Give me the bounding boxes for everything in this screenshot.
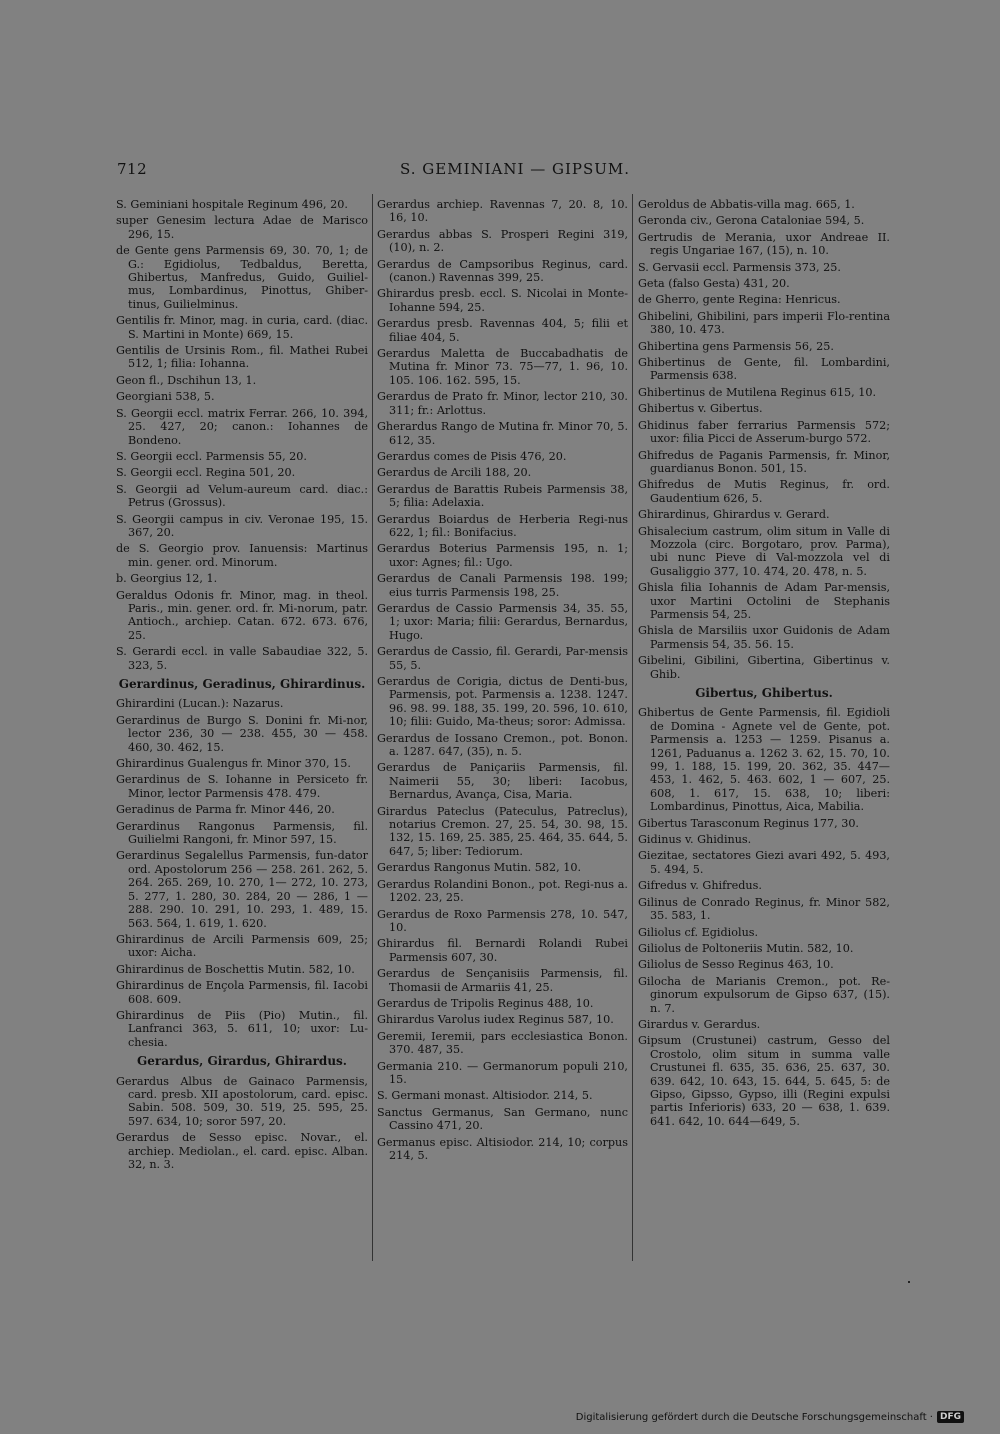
index-entry: Ghirardinus de Arcili Parmensis 609, 25; uxor: Aicha. — [116, 932, 368, 960]
index-entry: Geronda civ., Gerona Cataloniae 594, 5. — [638, 214, 865, 228]
index-entry: Gerardus de Iossano Cremon., pot. Bonon. a. 1287. 647, (35), n. 5. — [377, 731, 628, 759]
running-title: S. GEMINIANI — GIPSUM. — [400, 160, 631, 178]
index-entry: Ghibertinus de Mutilena Reginus 615, 10. — [638, 385, 877, 399]
index-entry: Ghirardinus Gualengus fr. Minor 370, 15. — [116, 757, 351, 771]
index-entry: Germanus episc. Altisiodor. 214, 10; corpus 214, 5. — [377, 1135, 628, 1162]
index-entry: Gertrudis de Merania, uxor Andreae II. regis Ungariae 167, (15), n. 10. — [638, 230, 890, 258]
index-entry: Gerardus de Cassio, fil. Gerardi, Par-mensis 55, 5. — [377, 645, 628, 672]
index-entry: Gerardus Boterius Parmensis 195, n. 1; uxor: Agnes; fil.: Ugo. — [377, 542, 628, 569]
index-entry: Geon fl., Dschihun 13, 1. — [116, 373, 257, 387]
index-column-2 — [377, 198, 628, 1165]
index-entry: Gerardus de Prato fr. Minor, lector 210, 30. 311; fr.: Arlottus. — [377, 390, 628, 417]
index-entry: Gerardus de Sençanisiis Parmensis, fil. Thomasii de Armariis 41, 25. — [377, 967, 628, 994]
index-entry: Geremii, Ieremii, pars ecclesiastica Bonon. 370. 487, 35. — [377, 1029, 628, 1057]
index-entry: super Genesim lectura Adae de Marisco 296, 15. — [116, 214, 368, 241]
index-entry: Gerardus archiep. Ravennas 7, 20. 8, 10. 16, 10. — [377, 198, 628, 225]
index-entry: S. Georgii ad Velum-aureum card. diac.: Petrus (Grossus). — [116, 482, 368, 510]
index-entry: Geta (falso Gesta) 431, 20. — [638, 277, 790, 291]
index-entry: de S. Georgio prov. Ianuensis: Martinus min. gener. ord. Minorum. — [116, 542, 368, 569]
index-entry: Ghirardus fil. Bernardi Rolandi Rubei Parmensis 607, 30. — [377, 937, 628, 964]
index-entry: Gerardus de Sesso episc. Novar., el. archiep. Mediolan., el. card. episc. Alban. 32, n. 3. — [116, 1131, 368, 1171]
index-entry: Ghibertina gens Parmensis 56, 25. — [638, 339, 834, 353]
scan-mark — [908, 1281, 910, 1283]
index-entry: Geraldus Odonis fr. Minor, mag. in theol. Paris., min. gener. ord. fr. Mi-norum, patr. Antioch., archiep. Catan. 672. 673. 676, 25. — [116, 588, 368, 642]
page-number: 712 — [117, 160, 148, 178]
index-entry: S. Georgii eccl. Regina 501, 20. — [116, 466, 296, 480]
index-entry: Gibertus Tarasconum Reginus 177, 30. — [638, 816, 859, 830]
index-entry: Ghibelini, Ghibilini, pars imperii Flo-rentina 380, 10. 473. — [638, 309, 890, 337]
index-entry: Gerardinus de S. Iohanne in Persiceto fr. Minor, lector Parmensis 478. 479. — [116, 773, 368, 800]
index-entry: Giliolus cf. Egidiolus. — [638, 925, 759, 939]
index-entry: Ghifredus de Paganis Parmensis, fr. Minor, guardianus Bonon. 501, 15. — [638, 448, 890, 475]
index-entry: b. Georgius 12, 1. — [116, 572, 218, 586]
index-entry: Gerardus Maletta de Buccabadhatis de Mutina fr. Minor 73. 75—77, 1. 96, 10. 105. 106. 162. 595, 15. — [377, 347, 628, 387]
index-entry: Gerardus de Paniçariis Parmensis, fil. Naimerii 55, 30; liberi: Iacobus, Bernardus, Avança, Cisa, Maria. — [377, 761, 628, 802]
index-entry: Gerardinus Segalellus Parmensis, fun-dator ord. Apostolorum 256 — 258. 261. 262, 5. 264. 265. 269, 10. 270, 1— 272, 10. 273, 5. 277, 1. 280, 30. 284, 20 — 286, 1 — 288. 290. 10. 291, 10. 293, 1. 489, 15. 563. 564, 1. 619, 1. 620. — [116, 849, 368, 930]
index-entry: Gerardus comes de Pisis 476, 20. — [377, 449, 567, 463]
index-entry: Ghibertus de Gente Parmensis, fil. Egidioli de Domina - Agnete vel de Gente, pot. Parmensis a. 1253 — 1259. Pisanus a. 1261, Paduanus a. 1262 3. 62, 15. 70, 10. 99, 1. 188, 15. 199, 20. 362, 35. 447—453, 1. 462, 5. 463. 602, 1 — 607, 25. 608, 1. 617, 15. 638, 10; liberi: Lombardinus, Pinottus, Aica, Mabilia. — [638, 706, 890, 814]
column-divider — [632, 194, 633, 1261]
index-entry: Ghirardus Varolus iudex Reginus 587, 10. — [377, 1013, 614, 1027]
section-heading: Gerardinus, Geradinus, Ghirardinus. — [118, 677, 366, 691]
index-entry: Ghirardinus de Piis (Pio) Mutin., fil. Lanfranci 363, 5. 611, 10; uxor: Lu-chesia. — [116, 1008, 368, 1049]
index-entry: S. Georgii campus in civ. Veronae 195, 15. 367, 20. — [116, 512, 368, 539]
section-heading: Gerardus, Girardus, Ghirardus. — [137, 1054, 347, 1069]
dfg-logo: DFG — [937, 1411, 964, 1423]
index-entry: Gerardus de Arcili 188, 20. — [377, 466, 532, 480]
footer — [576, 1411, 964, 1423]
index-entry: Ghibertus v. Gibertus. — [638, 402, 763, 416]
index-entry: Gerardus de Tripolis Reginus 488, 10. — [377, 996, 594, 1010]
index-entry: S. Georgii eccl. matrix Ferrar. 266, 10. 394, 25. 427, 20; canon.: Iohannes de Bondeno. — [116, 406, 368, 447]
index-entry: Gerardinus de Burgo S. Donini fr. Mi-nor, lector 236, 30 — 238. 455, 30 — 458. 460, 30. 462, 15. — [116, 713, 368, 754]
index-entry: S. Germani monast. Altisiodor. 214, 5. — [377, 1089, 593, 1103]
index-entry: Geroldus de Abbatis-villa mag. 665, 1. — [638, 198, 855, 211]
index-entry: Ghirardinus de Ençola Parmensis, fil. Iacobi 608. 609. — [116, 979, 368, 1006]
index-entry: Girardus Pateclus (Pateculus, Patreclus), notarius Cremon. 27, 25. 54, 30. 98, 15. 132, 15. 169, 25. 385, 25. 464, 35. 644, 5. 647, 5; liber: Tediorum. — [377, 804, 628, 858]
index-column-1 — [116, 198, 368, 1174]
column-divider — [372, 194, 373, 1261]
index-entry: Girardus v. Gerardus. — [638, 1017, 761, 1031]
index-entry: S. Gervasii eccl. Parmensis 373, 25. — [638, 260, 841, 274]
index-entry: Gerardus de Roxo Parmensis 278, 10. 547, 10. — [377, 907, 628, 934]
index-entry: Gerardus Rangonus Mutin. 582, 10. — [377, 861, 582, 875]
index-entry: Ghirardini (Lucan.): Nazarus. — [116, 697, 284, 711]
index-entry: Giliolus de Poltoneriis Mutin. 582, 10. — [638, 941, 854, 955]
index-entry: Gherardus Rango de Mutina fr. Minor 70, 5. 612, 35. — [377, 420, 628, 447]
index-entry: Gerardus de Corigia, dictus de Denti-bus, Parmensis, pot. Parmensis a. 1238. 1247. 96. 98. 99. 188, 35. 199, 20. 596, 10. 610, 10; filii: Guido, Ma-theus; soror: Admissa. — [377, 675, 628, 729]
index-entry: Gibelini, Gibilini, Gibertina, Gibertinus v. Ghib. — [638, 654, 890, 681]
index-entry: Gentilis fr. Minor, mag. in curia, card. (diac. S. Martini in Monte) 669, 15. — [116, 314, 368, 341]
index-entry: Ghirardus presb. eccl. S. Nicolai in Monte-Iohanne 594, 25. — [377, 287, 628, 314]
section-heading: Gibertus, Ghibertus. — [695, 686, 833, 700]
index-entry: Gentilis de Ursinis Rom., fil. Mathei Rubei 512, 1; filia: Iohanna. — [116, 344, 368, 371]
index-entry: Gerardus abbas S. Prosperi Regini 319, (10), n. 2. — [377, 227, 628, 255]
index-entry: Gerardus Rolandini Bonon., pot. Regi-nus a. 1202. 23, 25. — [377, 877, 628, 905]
footer-text: Digitalisierung gefördert durch die Deutsche Forschungsgemeinschaft · — [575, 1411, 933, 1423]
index-entry: Gerardus Boiardus de Herberia Regi-nus 622, 1; fil.: Bonifacius. — [377, 512, 628, 539]
index-entry: Gidinus v. Ghidinus. — [638, 833, 752, 847]
index-entry: Gipsum (Crustunei) castrum, Gesso del Crostolo, olim situm in summa valle Crustunei fl. 635, 35. 636, 25. 637, 30. 639. 642, 10. 643, 15. 644, 5. 645, 5: de Gipso, Gipsso, Gypso, illi (Regini expulsi partis Inferioris) 633, 20 — 638, 1. 639. 641. 642, 10. 644—649, 5. — [638, 1034, 890, 1128]
index-entry: S. Georgii eccl. Parmensis 55, 20. — [116, 449, 307, 463]
index-entry: de Gherro, gente Regina: Henricus. — [638, 293, 841, 307]
index-entry: Sanctus Germanus, San Germano, nunc Cassino 471, 20. — [377, 1105, 628, 1133]
index-entry: Ghidinus faber ferrarius Parmensis 572; uxor: filia Picci de Asserum-burgo 572. — [638, 418, 890, 446]
index-entry: Georgiani 538, 5. — [116, 390, 215, 404]
index-entry: Ghisla de Marsiliis uxor Guidonis de Adam Parmensis 54, 35. 56. 15. — [638, 624, 890, 651]
index-entry: Ghirardinus, Ghirardus v. Gerard. — [638, 508, 830, 522]
index-column-3 — [638, 198, 890, 1131]
index-entry: Ghisla filia Iohannis de Adam Par-mensis, uxor Martini Octolini de Stephanis Parmensis 54, 25. — [638, 581, 890, 621]
index-entry: de Gente gens Parmensis 69, 30. 70, 1; de G.: Egidiolus, Tedbaldus, Beretta, Ghibertus, Manfredus, Guido, Guiliel-mus, Lombardinus, Pinottus, Ghiber-tinus, Guilielminus. — [116, 244, 368, 311]
index-entry: Gerardus Albus de Gainaco Parmensis, card. presb. XII apostolorum, card. episc. Sabin. 508. 509, 30. 519, 25. 595, 25. 597. 634, 10; soror 597, 20. — [116, 1074, 368, 1128]
index-entry: Gilocha de Marianis Cremon., pot. Re-ginorum expulsorum de Gipso 637, (15). n. 7. — [638, 974, 890, 1015]
index-entry: Gerardus de Barattis Rubeis Parmensis 38, 5; filia: Adelaxia. — [377, 482, 628, 510]
index-entry: Ghibertinus de Gente, fil. Lombardini, Parmensis 638. — [638, 356, 890, 383]
index-entry: S. Geminiani hospitale Reginum 496, 20. — [116, 198, 348, 211]
index-entry: Giezitae, sectatores Giezi avari 492, 5. 493, 5. 494, 5. — [638, 849, 890, 876]
index-entry: Gerardus de Campsoribus Reginus, card. (canon.) Ravennas 399, 25. — [377, 257, 628, 285]
index-entry: Ghisalecium castrum, olim situm in Valle di Mozzola (circ. Borgotaro, prov. Parma), ubi nunc Pieve di Val-mozzola vel di Gusaliggio 377, 10. 474, 20. 478, n. 5. — [638, 524, 890, 578]
index-entry: Gilinus de Conrado Reginus, fr. Minor 582, 35. 583, 1. — [638, 895, 890, 923]
index-entry: Gerardus de Canali Parmensis 198. 199; eius turris Parmensis 198, 25. — [377, 572, 628, 599]
index-entry: Gerardinus Rangonus Parmensis, fil. Guilielmi Rangoni, fr. Minor 597, 15. — [116, 819, 368, 847]
index-entry: S. Gerardi eccl. in valle Sabaudiae 322, 5. 323, 5. — [116, 645, 368, 672]
index-entry: Ghifredus de Mutis Reginus, fr. ord. Gaudentium 626, 5. — [638, 478, 890, 505]
index-entry: Gifredus v. Ghifredus. — [638, 879, 762, 893]
index-entry: Giliolus de Sesso Reginus 463, 10. — [638, 958, 834, 972]
index-entry: Gerardus presb. Ravennas 404, 5; filii et filiae 404, 5. — [377, 317, 628, 344]
index-entry: Germania 210. — Germanorum populi 210, 15. — [377, 1059, 628, 1086]
index-entry: Gerardus de Cassio Parmensis 34, 35. 55, 1; uxor: Maria; filii: Gerardus, Bernardus, Hugo. — [377, 601, 628, 642]
index-entry: Ghirardinus de Boschettis Mutin. 582, 10. — [116, 962, 355, 976]
index-entry: Geradinus de Parma fr. Minor 446, 20. — [116, 803, 335, 817]
